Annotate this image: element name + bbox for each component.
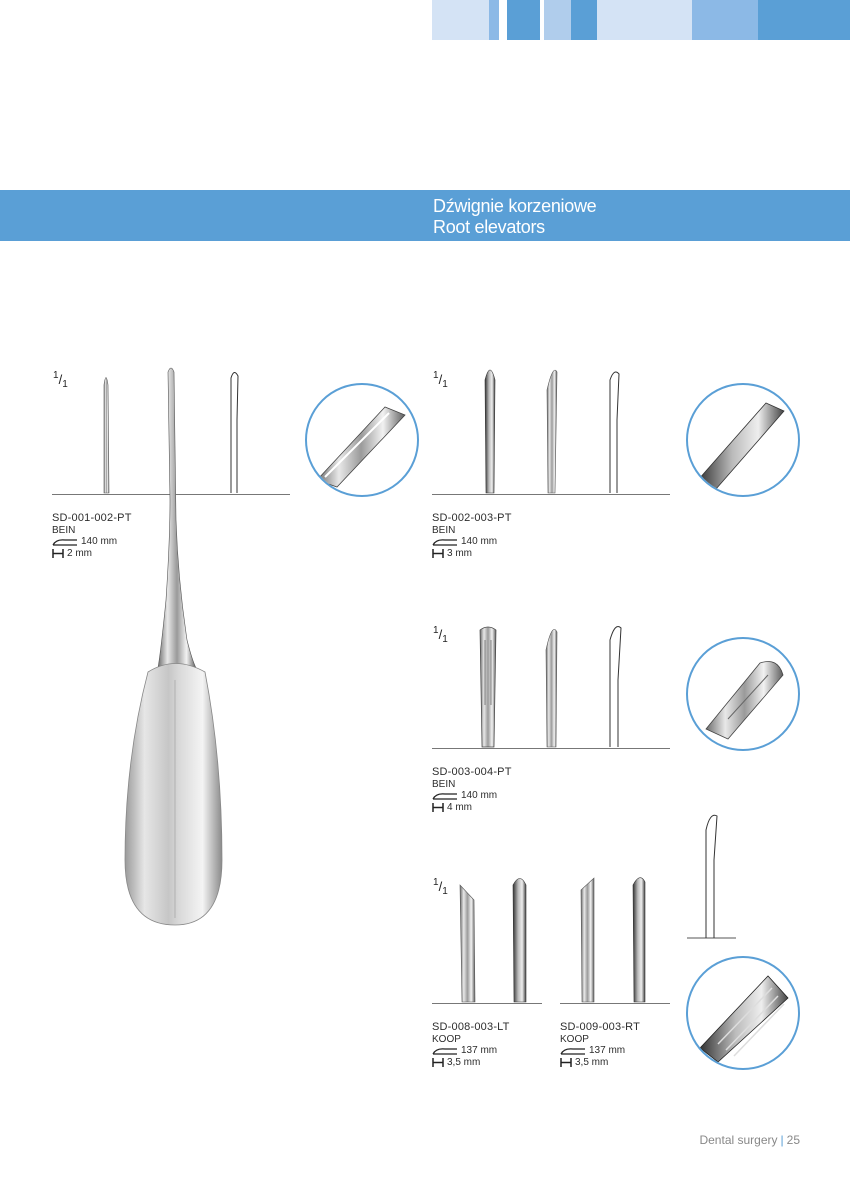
- product-length: 140 mm: [461, 790, 498, 801]
- product-code: SD-001-002-PT: [52, 512, 132, 524]
- product-label: [52, 513, 132, 559]
- product-type: BEIN: [52, 524, 76, 536]
- product-width: 4 mm: [447, 801, 472, 813]
- product-label: [560, 1022, 640, 1068]
- product-label: [432, 513, 512, 559]
- scale-label: $^1/_1$: [433, 370, 448, 390]
- tip-detail-circle: [305, 383, 419, 497]
- product-label: [432, 767, 512, 813]
- elevator-full-image: [125, 368, 222, 925]
- length-icon: [432, 538, 458, 546]
- product-type: BEIN: [432, 778, 456, 790]
- product-width: 3,5 mm: [575, 1056, 609, 1068]
- product-width: 3 mm: [447, 547, 472, 559]
- width-icon: [432, 803, 444, 812]
- product-type: KOOP: [432, 1033, 461, 1045]
- width-icon: [52, 549, 64, 558]
- product-code: SD-008-003-LT: [432, 1021, 510, 1033]
- page-title: Dźwignie korzeniowe: [433, 196, 597, 216]
- width-icon: [560, 1058, 572, 1067]
- tip-outline-drawing: [687, 815, 736, 938]
- tip-drawing-sd-009: [581, 878, 645, 1002]
- product-length: 140 mm: [81, 536, 118, 547]
- page-number: 25: [786, 1133, 800, 1147]
- product-length: 137 mm: [461, 1045, 498, 1056]
- product-code: SD-002-003-PT: [432, 512, 512, 524]
- page-subtitle: Root elevators: [433, 217, 545, 237]
- product-width: 3,5 mm: [447, 1056, 481, 1068]
- product-type: KOOP: [560, 1033, 589, 1045]
- width-icon: [432, 1058, 444, 1067]
- tip-drawing-sd-008: [460, 879, 526, 1003]
- footer-section: Dental surgery: [699, 1133, 778, 1147]
- length-icon: [52, 538, 78, 546]
- product-length: 140 mm: [461, 536, 498, 547]
- length-icon: [432, 1047, 458, 1055]
- product-code: SD-009-003-RT: [560, 1021, 641, 1033]
- length-icon: [560, 1047, 586, 1055]
- scale-label: $^1/_1$: [53, 370, 68, 390]
- page-footer: Dental surgery | 25: [699, 1133, 800, 1147]
- product-code: SD-003-004-PT: [432, 766, 512, 778]
- tip-drawing-sd-002: [485, 370, 619, 493]
- scale-label: $^1/_1$: [433, 877, 448, 897]
- product-label: [432, 1022, 510, 1068]
- product-type: BEIN: [432, 524, 456, 536]
- tip-detail-circle: [686, 637, 800, 751]
- product-length: 137 mm: [589, 1045, 626, 1056]
- length-icon: [432, 792, 458, 800]
- tip-drawing-sd-003: [480, 627, 621, 748]
- scale-label: $^1/_1$: [433, 625, 448, 645]
- product-width: 2 mm: [67, 547, 92, 559]
- tip-detail-circle: [686, 956, 800, 1070]
- width-icon: [432, 549, 444, 558]
- tip-detail-circle: [686, 383, 800, 497]
